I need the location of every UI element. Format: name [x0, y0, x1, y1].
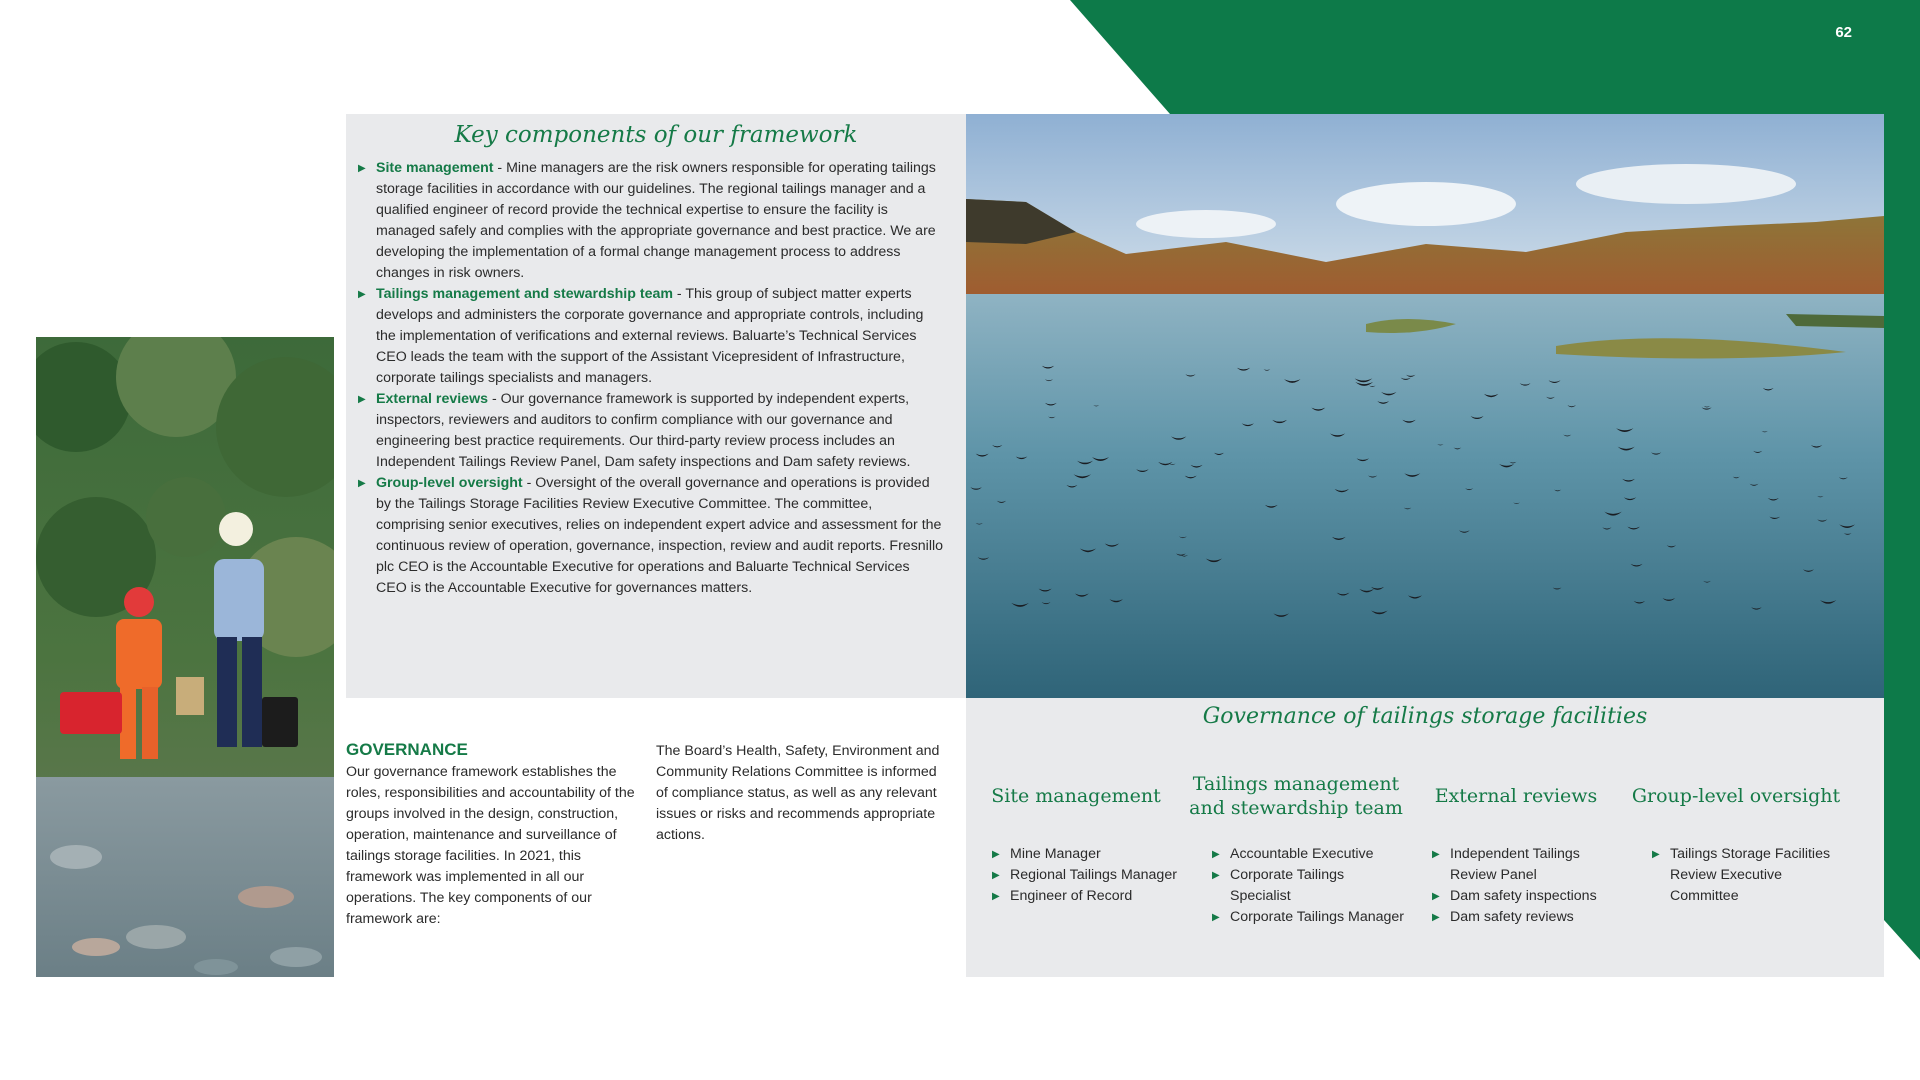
- list-item: ▶ Independent Tailings Review Panel: [1432, 846, 1580, 883]
- term-label: Tailings management and stewardship team: [376, 286, 673, 302]
- bullet-arrow-icon: ▶: [1652, 849, 1660, 860]
- column-heading: External reviews: [1434, 785, 1598, 807]
- bullet-arrow-icon: ▶: [992, 891, 1000, 902]
- key-components-list: [346, 158, 966, 599]
- workers-photo: [36, 337, 334, 977]
- key-components-title: Key components of our framework: [454, 122, 858, 148]
- list-item: ▶ Engineer of Record: [992, 886, 1186, 907]
- bullet-arrow-icon: ▶: [358, 289, 366, 300]
- item-text: - Mine managers are the risk owners responsible for operating tailings storage facilities in accordance with our guidelines. The regional tailings manager and a qualified engineer of record provide the technical expertise to ensure the facility is managed safely and complies with the appropriate governance and best practice. We are developing the implementation of a formal change management process to address changes in risk owners.: [376, 160, 936, 281]
- column-heading: Tailings management and stewardship team: [1189, 773, 1403, 819]
- term-label: External reviews: [376, 391, 488, 407]
- list-item: ▶ Accountable Executive: [1212, 844, 1406, 865]
- tailings-column-group-oversight: [1626, 770, 1846, 907]
- item-text: - This group of subject matter experts develops and administers the corporate governance and appropriate controls, including the implementation of verifications and external reviews. Baluarte’s Technical Services CEO leads the team with the support of the Assistant Vicepresident of Infrastructure, corporate tailings specialists and managers.: [376, 286, 924, 386]
- list-item: ▶ Mine Manager: [992, 844, 1186, 865]
- list-item: [358, 389, 944, 473]
- bullet-arrow-icon: ▶: [1212, 912, 1220, 923]
- bullet-arrow-icon: ▶: [992, 849, 1000, 860]
- column-list: [1626, 844, 1846, 907]
- term-label: Site management: [376, 160, 494, 176]
- bullet-arrow-icon: ▶: [1212, 870, 1220, 881]
- governance-text-col2: The Board’s Health, Safety, Environment and Community Relations Committee is informed of compliance status, as well as any relevant issues or risks and recommends appropriate actions.: [656, 743, 940, 843]
- list-item: ▶ Tailings Storage Facilities Review Executive Committee: [1652, 846, 1831, 904]
- list-item: [358, 284, 944, 389]
- bullet-arrow-icon: ▶: [358, 478, 366, 489]
- tailings-governance-title: Governance of tailings storage facilities: [1202, 704, 1648, 729]
- governance-text-col1: Our governance framework establishes the roles, responsibilities and accountability of the groups involved in the design, construction, operation, maintenance and surveillance of tailings storage facilities. In 2021, this framework was implemented in all our operations. The key components of our framework are:: [346, 764, 635, 927]
- page-number: 62: [1835, 24, 1852, 41]
- bullet-arrow-icon: ▶: [358, 394, 366, 405]
- list-item: ▶ Dam safety reviews: [1432, 907, 1626, 928]
- tailings-governance-panel: [966, 698, 1884, 977]
- governance-heading: GOVERNANCE: [346, 740, 468, 759]
- tailings-column-external-reviews: [1406, 770, 1626, 928]
- item-text: - Oversight of the overall governance and operations is provided by the Tailings Storage Facilities Review Executive Committee. The committee, comprising senior executives, relies on independent expert advice and assessment for the continuous review of operation, governance, inspection, review and audit reports. Fresnillo plc CEO is the Accountable Executive for operations and Baluarte Technical Services CEO is the Accountable Executive for governances matters.: [376, 475, 944, 596]
- column-list: [1406, 844, 1626, 928]
- column-heading: Group-level oversight: [1631, 785, 1841, 807]
- list-item: ▶ Corporate Tailings Manager: [1212, 907, 1406, 928]
- bullet-arrow-icon: ▶: [992, 870, 1000, 881]
- bullet-arrow-icon: ▶: [358, 163, 366, 174]
- key-components-panel: [346, 114, 966, 698]
- tailings-column-site-management: [966, 770, 1186, 907]
- column-list: [966, 844, 1186, 907]
- list-item: ▶ Dam safety inspections: [1432, 886, 1626, 907]
- column-heading: Site management: [991, 785, 1161, 807]
- list-item: [358, 158, 944, 284]
- term-label: Group-level oversight: [376, 475, 523, 491]
- column-list: [1186, 844, 1406, 928]
- list-item: [358, 473, 944, 599]
- tailings-column-stewardship-team: [1186, 770, 1406, 928]
- bullet-arrow-icon: ▶: [1432, 891, 1440, 902]
- bullet-arrow-icon: ▶: [1432, 849, 1440, 860]
- bullet-arrow-icon: ▶: [1432, 912, 1440, 923]
- list-item: ▶ Corporate Tailings Specialist: [1212, 867, 1345, 904]
- list-item: ▶ Regional Tailings Manager: [992, 865, 1186, 886]
- bullet-arrow-icon: ▶: [1212, 849, 1220, 860]
- lake-birds-photo: [966, 114, 1884, 698]
- item-text: - Our governance framework is supported by independent experts, inspectors, reviewers and auditors to confirm compliance with our governance and engineering best practice requirements. Our third-party review process includes an Independent Tailings Review Panel, Dam safety inspections and Dam safety reviews.: [376, 391, 911, 470]
